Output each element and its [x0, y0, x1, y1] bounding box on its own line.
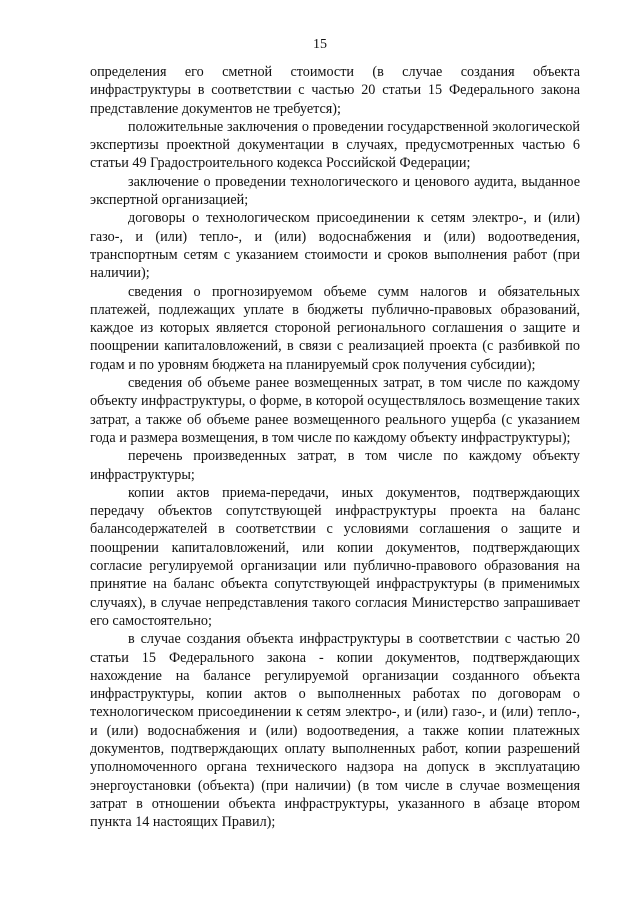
- paragraph-reimbursed-costs: сведения об объеме ранее возмещенных затрат, в том числе по каждому объекту инфраструктуры, о форме, в которой осуществлялось возмещение таких затрат, а также об объеме ранее возмещенного реального ущерба (с указанием года и размера возмещения, в том числе по каждому объекту инфраструктуры);: [90, 375, 580, 446]
- paragraph-infrastructure-documents: в случае создания объекта инфраструктуры в соответствии с частью 20 статьи 15 Федерального закона - копии документов, подтверждающих нахождение на балансе регулируемой организации созданного объекта инфраструктуры, копии актов о выполненных работах по договорам о технологическом присоединении к сетям электро-, и (или) газо-, и (или) тепло-, и (или) водоснабжения и (или) водоотведения, а также копии платежных документов, подтверждающих оплату выполненных работ, копии разрешений уполномоченного органа технического надзора на допуск в эксплуатацию энергоустановки (объекта) (при наличии) (в том числе в случае возмещения затрат в отношении объекта инфраструктуры, указанного в абзаце втором пункта 14 настоящих Правил);: [90, 631, 580, 831]
- body-text: [90, 63, 580, 831]
- paragraph-connection-contracts: договоры о технологическом присоединении к сетям электро-, и (или) газо-, и (или) тепло-, и (или) водоснабжения и (или) водоотведения, транспортным сетям с указанием стоимости и сроков выполнения работ (при наличии);: [90, 210, 580, 282]
- paragraph-transfer-acts: копии актов приема-передачи, иных документов, подтверждающих передачу объектов сопутствующей инфраструктуры проекта на баланс балансодержателей в соответствии с условиями соглашения о защите и поощрении капиталовложений, или копии документов, подтверждающих согласие регулируемой организации или публично-правового образования на принятие на баланс объекта сопутствующей инфраструктуры (в применимых случаях), в случае непредставления такого согласия Министерство запрашивает его самостоятельно;: [90, 484, 580, 629]
- page-number: 15: [313, 37, 327, 52]
- paragraph-costs-list: перечень произведенных затрат, в том числе по каждому объекту инфраструктуры;: [90, 448, 580, 483]
- paragraph-ecological-expertise: положительные заключения о проведении государственной экологической экспертизы проектной документации в случаях, предусмотренных частью 6 статьи 49 Градостроительного кодекса Российской Федерации;: [90, 118, 580, 172]
- paragraph-audit-conclusion: заключение о проведении технологического и ценового аудита, выданное экспертной организацией;: [90, 173, 580, 209]
- paragraph-tax-forecast: сведения о прогнозируемом объеме сумм налогов и обязательных платежей, подлежащих уплате в бюджеты публично-правовых образований, каждое из которых является стороной регионального соглашения о защите и поощрении капиталовложений, в связи с реализацией проекта (с разбивкой по годам и по уровням бюджета на планируемый срок получения субсидии);: [90, 283, 580, 373]
- paragraph-continuation: определения его сметной стоимости (в случае создания объекта инфраструктуры в соответствии с частью 20 статьи 15 Федерального закона представление документов не требуется);: [90, 64, 580, 117]
